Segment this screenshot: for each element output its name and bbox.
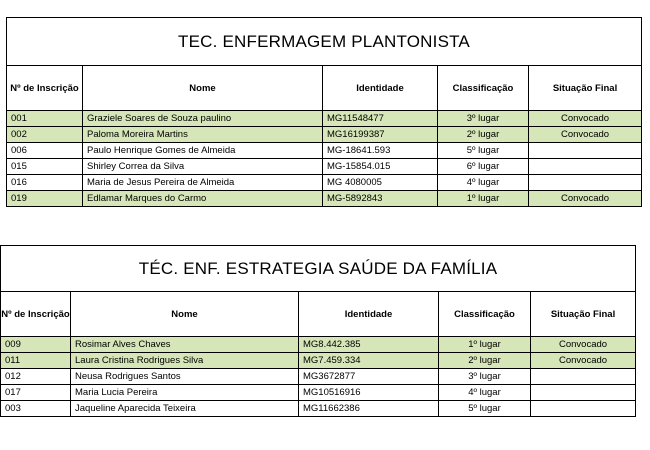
results-table-enfermagem-plantonista [6,17,642,207]
table-row [1,369,636,385]
cell-identidade: MG11662386 [299,401,439,417]
header-nome: Nome [71,292,299,337]
cell-nome: Maria de Jesus Pereira de Almeida [83,175,323,191]
cell-situacao [529,143,642,159]
cell-classificacao: 5º lugar [438,143,529,159]
cell-classificacao: 5º lugar [439,401,531,417]
cell-situacao: Convocado [531,337,636,353]
table-row [7,127,642,143]
cell-situacao: Convocado [529,111,642,127]
table-body [1,337,636,417]
cell-situacao [531,369,636,385]
table-body [7,111,642,207]
table-row [7,191,642,207]
cell-nome: Edlamar Marques do Carmo [83,191,323,207]
cell-identidade: MG7.459.334 [299,353,439,369]
table-row [1,337,636,353]
cell-identidade: MG-15854.015 [323,159,438,175]
table-row [7,159,642,175]
cell-inscricao: 002 [7,127,83,143]
cell-classificacao: 2º lugar [438,127,529,143]
cell-nome: Paulo Henrique Gomes de Almeida [83,143,323,159]
table-row [7,143,642,159]
cell-nome: Laura Cristina Rodrigues Silva [71,353,299,369]
header-nome: Nome [83,66,323,111]
cell-identidade: MG3672877 [299,369,439,385]
header-identidade: Identidade [323,66,438,111]
cell-nome: Shirley Correa da Silva [83,159,323,175]
header-situacao: Situação Final [529,66,642,111]
cell-inscricao: 001 [7,111,83,127]
cell-inscricao: 011 [1,353,71,369]
cell-classificacao: 4º lugar [439,385,531,401]
table-row [1,385,636,401]
cell-situacao [531,401,636,417]
cell-identidade: MG16199387 [323,127,438,143]
cell-identidade: MG8.442.385 [299,337,439,353]
cell-inscricao: 012 [1,369,71,385]
table-row [7,111,642,127]
cell-nome: Maria Lucia Pereira [71,385,299,401]
cell-situacao: Convocado [529,191,642,207]
cell-situacao [529,175,642,191]
header-inscricao: Nº de Inscrição [7,66,83,111]
cell-identidade: MG-18641.593 [323,143,438,159]
cell-situacao [529,159,642,175]
cell-nome: Neusa Rodrigues Santos [71,369,299,385]
cell-inscricao: 019 [7,191,83,207]
cell-classificacao: 1º lugar [438,191,529,207]
table-row [1,401,636,417]
header-identidade: Identidade [299,292,439,337]
cell-identidade: MG-5892843 [323,191,438,207]
cell-nome: Rosimar Alves Chaves [71,337,299,353]
cell-identidade: MG11548477 [323,111,438,127]
cell-classificacao: 3º lugar [439,369,531,385]
cell-nome: Graziele Soares de Souza paulino [83,111,323,127]
header-classificacao: Classificação [438,66,529,111]
cell-inscricao: 017 [1,385,71,401]
table-title: TÉC. ENF. ESTRATEGIA SAÚDE DA FAMÍLIA [1,246,636,292]
table-row [7,175,642,191]
header-inscricao: Nº de Inscrição [1,292,71,337]
cell-classificacao: 3º lugar [438,111,529,127]
cell-situacao [531,385,636,401]
cell-inscricao: 009 [1,337,71,353]
table-row [1,353,636,369]
cell-inscricao: 003 [1,401,71,417]
cell-classificacao: 4º lugar [438,175,529,191]
cell-inscricao: 015 [7,159,83,175]
cell-inscricao: 006 [7,143,83,159]
cell-classificacao: 6º lugar [438,159,529,175]
cell-classificacao: 1º lugar [439,337,531,353]
cell-identidade: MG10516916 [299,385,439,401]
cell-identidade: MG 4080005 [323,175,438,191]
cell-nome: Jaqueline Aparecida Teixeira [71,401,299,417]
results-table-estrategia-saude-familia [0,245,636,417]
cell-situacao: Convocado [531,353,636,369]
cell-situacao: Convocado [529,127,642,143]
cell-inscricao: 016 [7,175,83,191]
header-classificacao: Classificação [439,292,531,337]
cell-nome: Paloma Moreira Martins [83,127,323,143]
table-title: TEC. ENFERMAGEM PLANTONISTA [7,18,642,66]
cell-classificacao: 2º lugar [439,353,531,369]
header-situacao: Situação Final [531,292,636,337]
